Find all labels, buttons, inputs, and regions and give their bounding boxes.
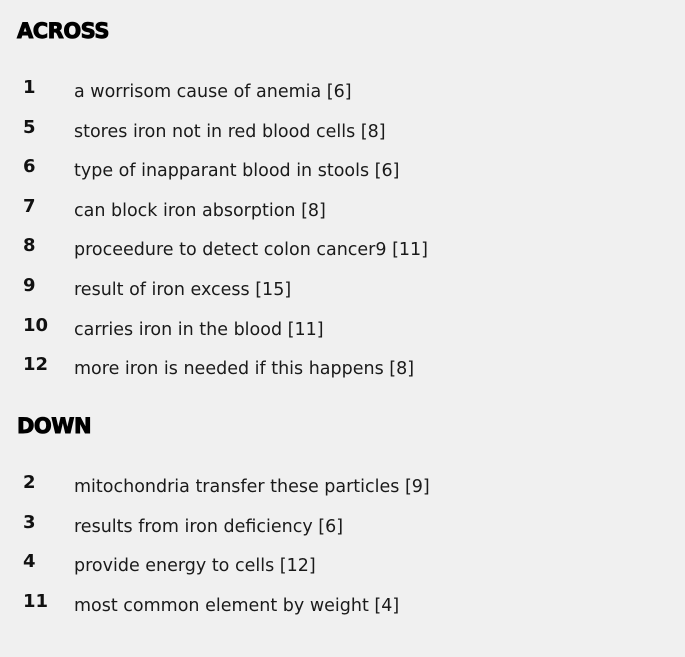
clue-number: 4 [23, 551, 36, 573]
across-heading: ACROSS [17, 19, 109, 43]
clue-item [0, 512, 685, 552]
clue-text: most common element by weight [4] [74, 595, 400, 616]
clue-number: 8 [23, 235, 36, 257]
clue-text: provide energy to cells [12] [74, 556, 316, 577]
clue-text: can block iron absorption [8] [74, 200, 326, 221]
clue-number: 5 [23, 116, 36, 138]
clue-number: 6 [23, 156, 36, 178]
clue-text: stores iron not in red blood cells [8] [74, 121, 386, 142]
clue-item [0, 354, 685, 394]
clue-text: carries iron in the blood [11] [74, 319, 324, 340]
clue-number: 12 [23, 354, 49, 376]
clue-number: 3 [23, 511, 36, 533]
clue-item [0, 591, 685, 631]
clue-text: results from iron deficiency [6] [74, 516, 344, 537]
clue-item [0, 551, 685, 591]
clue-text: a worrisom cause of anemia [6] [74, 82, 352, 102]
clue-number: 2 [23, 472, 36, 493]
clue-text: result of iron excess [15] [74, 279, 292, 300]
clue-item [0, 117, 685, 157]
clue-text: mitochondria transfer these particles [9] [74, 477, 430, 497]
clue-item [0, 77, 685, 117]
across-clue-list [0, 77, 685, 394]
clue-number: 11 [23, 590, 49, 612]
clue-number: 10 [23, 314, 49, 336]
clue-item [0, 156, 685, 196]
clue-text: more iron is needed if this happens [8] [74, 359, 415, 380]
clue-text: proceedure to detect colon cancer9 [11] [74, 240, 428, 261]
down-heading: DOWN [17, 414, 92, 438]
clue-item [0, 472, 685, 512]
clue-item [0, 315, 685, 355]
clue-item [0, 196, 685, 236]
clue-number: 7 [23, 195, 36, 217]
clue-item [0, 275, 685, 315]
clue-text: type of inapparant blood in stools [6] [74, 161, 400, 182]
clue-number: 1 [23, 77, 36, 98]
clue-item [0, 235, 685, 275]
clue-number: 9 [23, 274, 36, 296]
down-clue-list [0, 472, 685, 630]
